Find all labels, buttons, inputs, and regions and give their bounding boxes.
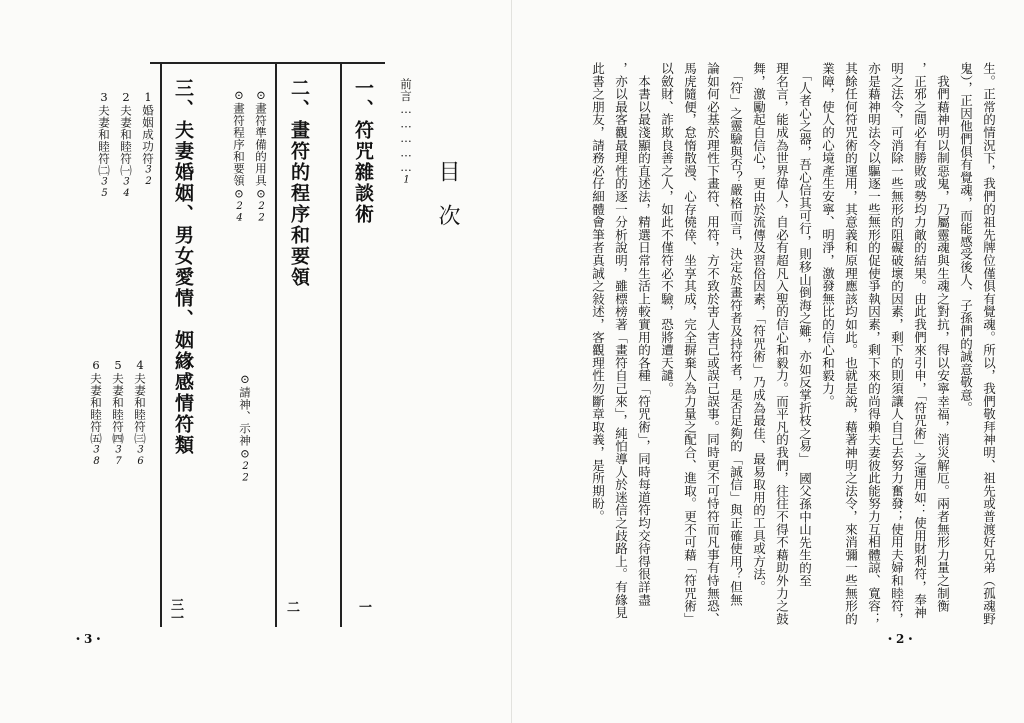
toc-section-2-roman: 二 bbox=[284, 600, 299, 613]
toc-item[interactable]: 6夫妻和睦符㈤38 bbox=[89, 358, 103, 468]
toc-title: 目次 bbox=[435, 160, 460, 248]
toc-preface-label: 前言…………… bbox=[399, 78, 413, 175]
preface-column: 生。正常的情況下，我們的祖先牌位僅俱有覺魂。所以，我們敬拜神明、祖先或普渡好兄弟（孤魂野 bbox=[981, 62, 997, 626]
toc-section-2-heading[interactable]: 二、畫符的程序和要領 bbox=[288, 78, 310, 288]
preface-column: 明之法令，可消除一些無形的阻礙破壞的因素，剩下的則須讓人自己去努力奮發；使用夫婦和睦符， bbox=[889, 62, 905, 626]
preface-column: 理名言，能成為世界偉人，自必有超凡入聖的信心和毅力。而平凡的我們，往往不得不藉助外力之鼓 bbox=[774, 62, 790, 626]
toc-preface-page: 1 bbox=[401, 174, 412, 186]
preface-column: 論如何必基於理性下畫符、用符，方不致於害人害己或誤己誤事。同時更不可恃符而凡事有恃無恐、 bbox=[705, 62, 721, 626]
preface-column: 以斂財、詐欺良善之人，如此不僅符必不驗，恐將遭天譴。 bbox=[659, 62, 675, 395]
page-number-right: ・2・ bbox=[884, 632, 917, 646]
preface-column: ，亦以最客觀最理性的逐一分析說明，雖標榜著「畫符自己來」，純怕導人於迷信之歧路上。有緣見 bbox=[613, 62, 629, 619]
preface-column: 舞，激勵起自信心，更由於流傳及習俗因素，「符咒術」乃成為最佳、最易取用的工具或方法。 bbox=[751, 62, 767, 594]
toc-top-rule bbox=[150, 62, 385, 64]
preface-column: 本書以最淺顯的直述法，精選日常生活上較實用的各種「符咒術」，同時每道符均交待得很詳盡 bbox=[636, 62, 652, 607]
preface-column: 馬虎隨便，怠惰散漫、心存僥倖、坐享其成，完全摒棄人為力量之配合、進取。更不可藉「符咒術」 bbox=[682, 62, 698, 626]
preface-column: 業障，使人的心境產生安寧、明淨，激發無比的信心和毅力。 bbox=[820, 62, 836, 408]
preface-column: 我們藉神明以制惡鬼，乃屬靈魂與生魂之對抗，得以安寧幸福，消災解厄。兩者無形力量之制衡 bbox=[935, 62, 951, 613]
toc-item[interactable]: 2夫妻和睦符㈠34 bbox=[119, 90, 133, 200]
preface-column: 「人者心之器，吾心信其可行，則移山倒海之難，亦如反掌折枝之易」 國父孫中山先生的至 bbox=[797, 62, 813, 588]
toc-section-3-roman: 三一 bbox=[168, 598, 183, 624]
toc-divider-1 bbox=[340, 62, 342, 627]
toc-section-1-roman: 一 bbox=[356, 600, 371, 613]
preface-column: 「符」之靈驗與否？嚴格而言，決定於畫符者及持符者，是否足夠的「誠信」與正確使用？但無 bbox=[728, 62, 744, 607]
toc-item[interactable]: 1婚姻成功符32 bbox=[141, 90, 155, 188]
toc-item[interactable]: ⊙請神、示神⊙22 bbox=[238, 372, 252, 484]
toc-item[interactable]: 5夫妻和睦符㈣37 bbox=[111, 358, 125, 468]
page-number-left: ・3・ bbox=[72, 632, 105, 646]
toc-item[interactable]: 4夫妻和睦符㈢36 bbox=[133, 358, 147, 468]
preface-column: 其餘任何符咒術的運用，其意義和原理應該均如此。也就是說，藉著神明之法令，來消彌一些無形的 bbox=[843, 62, 859, 626]
toc-section-1-heading[interactable]: 一、符咒雜談術 bbox=[352, 78, 374, 225]
toc-section-3-heading[interactable]: 三、夫妻婚姻、男女愛情、姻緣感情符類 bbox=[172, 78, 194, 456]
toc-divider-2 bbox=[275, 62, 277, 627]
toc-divider-3 bbox=[160, 62, 162, 627]
preface-column: 亦是藉神明法令以驅逐一些無形的促使爭執因素，剩下來的尚得賴夫妻彼此能努力互相體諒、寬容； bbox=[866, 62, 882, 626]
toc-item[interactable]: ⊙畫符程序和要領⊙24 bbox=[232, 88, 246, 224]
preface-column: 鬼），正因他們俱有覺魂，而能感受後人、子孫們的誠意敬意。 bbox=[958, 62, 974, 415]
toc-item[interactable]: 3夫妻和睦符㈡35 bbox=[97, 90, 111, 200]
preface-column: ，正邪之間必有勝敗或勢均力敵的結果。由此我們來引申，「符咒術」之運用如：使用財利符，奉神 bbox=[912, 62, 928, 619]
right-page-preface bbox=[512, 0, 1024, 723]
preface-column: 此書之朋友，請務必仔細體會筆者真誠之敍述，客觀理性勿斷章取義，是所期盼。 bbox=[590, 62, 606, 523]
toc-item[interactable]: ⊙畫符準備的用具⊙22 bbox=[254, 88, 268, 224]
toc-preface-entry[interactable] bbox=[398, 78, 414, 186]
